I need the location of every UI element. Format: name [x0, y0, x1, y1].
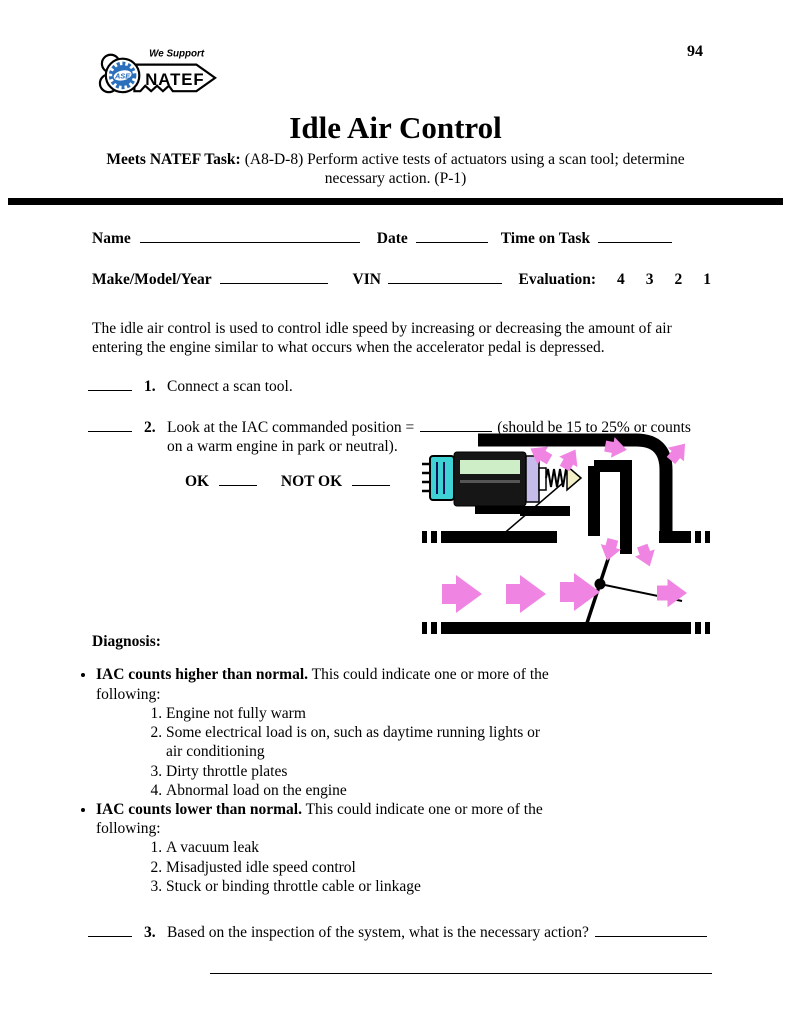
step-3-text — [167, 921, 707, 942]
bullet-bold-text: IAC counts lower than normal. — [96, 800, 302, 818]
page-number: 94 — [687, 43, 703, 60]
time-on-task-label: Time on Task — [500, 230, 591, 248]
not-ok-blank — [352, 470, 390, 486]
divider-rule — [8, 198, 783, 205]
task-label: Meets NATEF Task: — [106, 151, 241, 168]
ase-text: ASE — [114, 71, 131, 81]
we-support-text: We Support — [149, 48, 205, 60]
ok-blank — [219, 470, 257, 486]
date-field-blank — [416, 227, 488, 243]
diagnosis-list — [0, 665, 791, 896]
idle-air-control-diagram — [420, 426, 718, 644]
step-3-question: Based on the inspection of the system, what is the necessary action? — [167, 924, 589, 942]
name-field-blank — [140, 227, 360, 243]
natef-task-line — [86, 150, 706, 188]
necessary-action-blank — [595, 921, 707, 937]
evaluation-label: Evaluation: — [518, 270, 596, 288]
evaluation-score-3: 3 — [645, 270, 654, 288]
connector-pins — [422, 464, 430, 491]
natef-ase-logo — [95, 40, 223, 103]
page-title: Idle Air Control — [289, 110, 502, 145]
bullet-rest-text: This could indicate one or more of the following: — [96, 666, 549, 703]
cause-item: 4. Abnormal load on the engine — [166, 781, 558, 800]
higher-causes-list — [141, 704, 558, 800]
step-1-number: 1. — [144, 378, 156, 396]
cause-item: 3. Stuck or binding throttle cable or linkage — [166, 877, 558, 896]
vehicle-row — [92, 268, 711, 289]
not-ok-label: NOT OK — [280, 472, 343, 490]
electrical-connector — [430, 456, 454, 500]
step-2-check-blank — [88, 416, 132, 432]
evaluation-score-2: 2 — [674, 270, 683, 288]
step-1-check-blank — [88, 375, 132, 391]
step-1 — [88, 375, 791, 396]
answer-continuation-blank — [210, 972, 712, 974]
evaluation-score-1: 1 — [703, 270, 711, 288]
task-text: (A8-D-8) Perform active tests of actuators using a scan tool; determine necessary action. (P-1) — [244, 151, 685, 188]
natef-text: NATEF — [145, 69, 205, 89]
date-label: Date — [376, 230, 408, 248]
diagnosis-bullet-lower — [96, 800, 558, 896]
cause-item: 2. Some electrical load is on, such as daytime running lights or air conditioning — [166, 723, 558, 761]
cause-item: 1. Engine not fully warm — [166, 704, 558, 723]
step-2-number: 2. — [144, 418, 156, 436]
diagnosis-bullet-higher — [96, 665, 558, 800]
evaluation-score-4: 4 — [617, 270, 625, 288]
step-3-number: 3. — [144, 924, 156, 942]
bullet-bold-text: IAC counts higher than normal. — [96, 666, 309, 684]
bullet-rest-text: This could indicate one or more of the following: — [96, 800, 543, 838]
make-model-year-label: Make/Model/Year — [92, 270, 212, 288]
step-3-check-blank — [88, 921, 132, 937]
iac-valve — [422, 452, 581, 506]
vin-label: VIN — [352, 270, 381, 288]
cause-item: 2. Misadjusted idle speed control — [166, 858, 558, 877]
time-on-task-field-blank — [598, 227, 672, 243]
motor-band — [460, 460, 520, 474]
ok-label: OK — [185, 472, 210, 490]
step-1-text: Connect a scan tool. — [167, 378, 293, 396]
vin-field-blank — [388, 268, 503, 284]
lower-causes-list — [141, 838, 558, 896]
step-3 — [88, 921, 791, 942]
make-model-year-field-blank — [220, 268, 328, 284]
step-2-text-post: (should be 15 to 25% or counts on a warm engine in park or neutral). — [167, 418, 691, 455]
step-2-text-pre: Look at the IAC commanded position = — [167, 418, 415, 436]
throttle-pivot — [595, 579, 606, 590]
name-label: Name — [92, 230, 131, 248]
valve-nut — [539, 468, 546, 490]
name-date-row — [92, 227, 711, 248]
diagnosis-heading: Diagnosis: — [92, 633, 161, 651]
intro-paragraph: The idle air control is used to control idle speed by increasing or decreasing the amount of air entering the engine similar to what occurs when the accelerator pedal is depressed. — [92, 319, 672, 357]
cause-item: 1. A vacuum leak — [166, 838, 558, 857]
cause-item: 3. Dirty throttle plates — [166, 762, 558, 781]
pintle-spring — [546, 469, 568, 487]
